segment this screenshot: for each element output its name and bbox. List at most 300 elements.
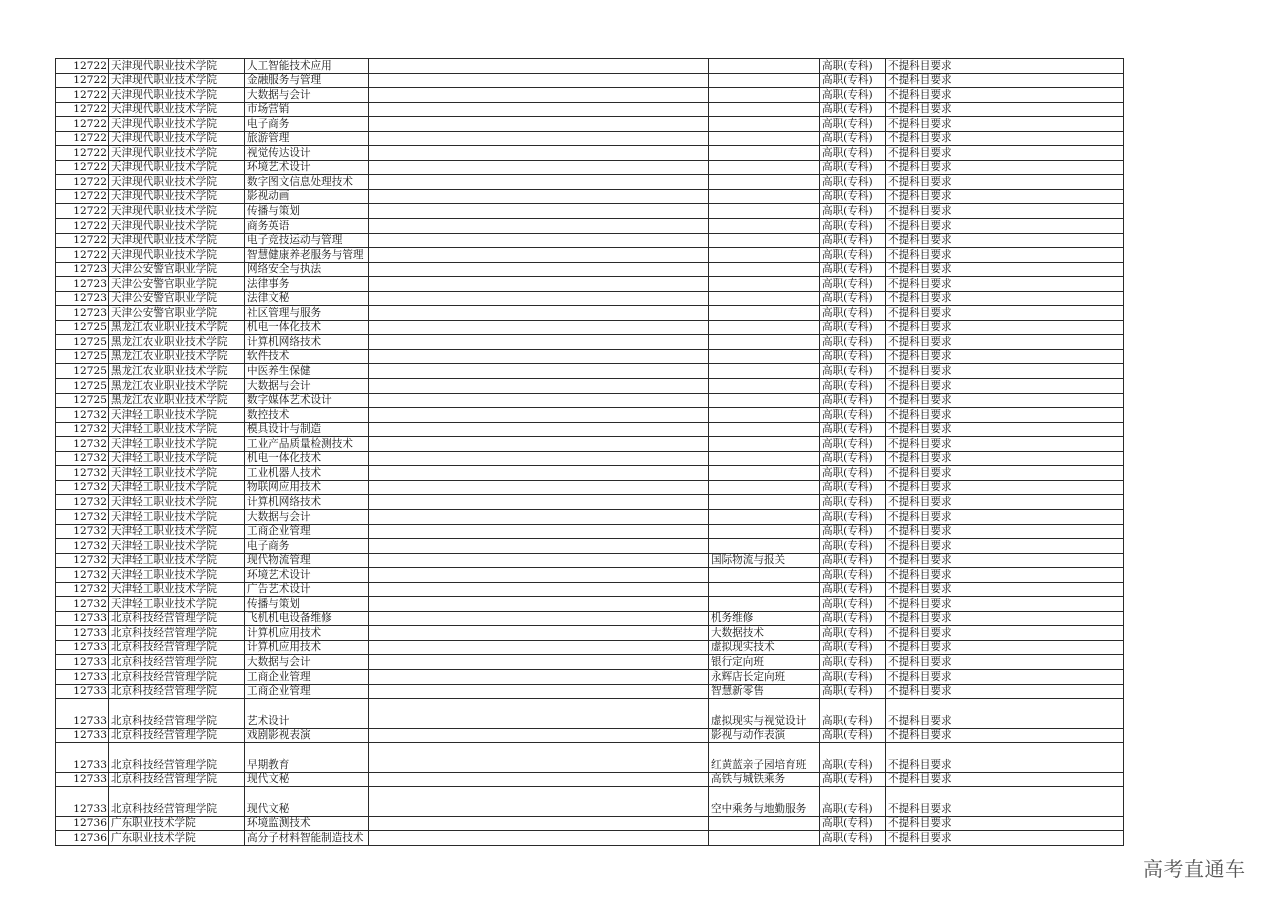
program-note-cell (709, 59, 820, 74)
table-row (56, 73, 1124, 88)
school-name-cell: 天津现代职业技术学院 (109, 117, 245, 132)
school-code-cell: 12722 (56, 219, 109, 234)
school-code-cell: 12733 (56, 655, 109, 670)
school-code-cell: 12725 (56, 320, 109, 335)
subject-requirement-cell: 不提科目要求 (886, 451, 1124, 466)
blank-cell (369, 640, 709, 655)
school-name-cell: 天津现代职业技术学院 (109, 88, 245, 103)
school-name-cell: 天津轻工职业技术学院 (109, 422, 245, 437)
table-row (56, 320, 1124, 335)
subject-requirement-cell: 不提科目要求 (886, 495, 1124, 510)
table-row (56, 437, 1124, 452)
program-note-cell (709, 204, 820, 219)
level-cell: 高职(专科) (820, 816, 886, 831)
subject-requirement-cell: 不提科目要求 (886, 73, 1124, 88)
blank-cell (369, 73, 709, 88)
school-code-cell: 12722 (56, 73, 109, 88)
table-row (56, 466, 1124, 481)
major-name-cell: 戏剧影视表演 (245, 728, 369, 743)
program-note-cell (709, 480, 820, 495)
major-name-cell: 社区管理与服务 (245, 306, 369, 321)
major-name-cell: 飞机机电设备维修 (245, 611, 369, 626)
blank-cell (369, 189, 709, 204)
school-code-cell: 12733 (56, 640, 109, 655)
school-code-cell: 12733 (56, 669, 109, 684)
school-code-cell: 12722 (56, 88, 109, 103)
major-name-cell: 中医养生保健 (245, 364, 369, 379)
blank-cell (369, 102, 709, 117)
program-note-cell (709, 131, 820, 146)
school-code-cell: 12732 (56, 597, 109, 612)
table-row (56, 655, 1124, 670)
table-row (56, 408, 1124, 423)
subject-requirement-cell: 不提科目要求 (886, 655, 1124, 670)
school-code-cell: 12723 (56, 306, 109, 321)
blank-cell (369, 831, 709, 846)
program-note-cell (709, 539, 820, 554)
school-name-cell: 黑龙江农业职业技术学院 (109, 379, 245, 394)
program-note-cell (709, 262, 820, 277)
subject-requirement-cell: 不提科目要求 (886, 787, 1124, 817)
school-name-cell: 北京科技经营管理学院 (109, 787, 245, 817)
program-note-cell (709, 219, 820, 234)
program-note-cell (709, 408, 820, 423)
school-name-cell: 天津轻工职业技术学院 (109, 495, 245, 510)
major-name-cell: 视觉传达设计 (245, 146, 369, 161)
school-name-cell: 天津轻工职业技术学院 (109, 524, 245, 539)
table-row (56, 582, 1124, 597)
school-code-cell: 12732 (56, 509, 109, 524)
school-code-cell: 12725 (56, 335, 109, 350)
school-name-cell: 天津现代职业技术学院 (109, 131, 245, 146)
school-code-cell: 12725 (56, 349, 109, 364)
blank-cell (369, 699, 709, 729)
subject-requirement-cell: 不提科目要求 (886, 306, 1124, 321)
major-name-cell: 电子商务 (245, 539, 369, 554)
blank-cell (369, 422, 709, 437)
table-row (56, 117, 1124, 132)
level-cell: 高职(专科) (820, 160, 886, 175)
level-cell: 高职(专科) (820, 277, 886, 292)
school-code-cell: 12722 (56, 160, 109, 175)
program-note-cell (709, 364, 820, 379)
school-name-cell: 天津轻工职业技术学院 (109, 451, 245, 466)
school-code-cell: 12722 (56, 204, 109, 219)
table-row (56, 175, 1124, 190)
level-cell: 高职(专科) (820, 88, 886, 103)
blank-cell (369, 117, 709, 132)
level-cell: 高职(专科) (820, 262, 886, 277)
table-row (56, 335, 1124, 350)
table-row (56, 349, 1124, 364)
school-name-cell: 天津轻工职业技术学院 (109, 480, 245, 495)
level-cell: 高职(专科) (820, 248, 886, 263)
major-name-cell: 软件技术 (245, 349, 369, 364)
level-cell: 高职(专科) (820, 539, 886, 554)
table-row (56, 451, 1124, 466)
subject-requirement-cell: 不提科目要求 (886, 291, 1124, 306)
table-row (56, 102, 1124, 117)
table-row (56, 233, 1124, 248)
subject-requirement-cell: 不提科目要求 (886, 437, 1124, 452)
school-name-cell: 天津现代职业技术学院 (109, 204, 245, 219)
level-cell: 高职(专科) (820, 611, 886, 626)
level-cell: 高职(专科) (820, 669, 886, 684)
table-row (56, 669, 1124, 684)
table-row (56, 248, 1124, 263)
major-name-cell: 市场营销 (245, 102, 369, 117)
table-row (56, 88, 1124, 103)
subject-requirement-cell: 不提科目要求 (886, 393, 1124, 408)
school-name-cell: 天津轻工职业技术学院 (109, 408, 245, 423)
major-name-cell: 工商企业管理 (245, 669, 369, 684)
level-cell: 高职(专科) (820, 626, 886, 641)
level-cell: 高职(专科) (820, 189, 886, 204)
major-name-cell: 大数据与会计 (245, 655, 369, 670)
school-name-cell: 天津公安警官职业学院 (109, 277, 245, 292)
major-name-cell: 电子竞技运动与管理 (245, 233, 369, 248)
major-name-cell: 机电一体化技术 (245, 451, 369, 466)
subject-requirement-cell: 不提科目要求 (886, 422, 1124, 437)
table-row (56, 131, 1124, 146)
table-row (56, 816, 1124, 831)
blank-cell (369, 553, 709, 568)
major-name-cell: 环境艺术设计 (245, 568, 369, 583)
school-code-cell: 12732 (56, 539, 109, 554)
major-name-cell: 大数据与会计 (245, 379, 369, 394)
blank-cell (369, 684, 709, 699)
enrollment-table (55, 58, 1124, 846)
table-body (56, 59, 1124, 846)
school-code-cell: 12733 (56, 699, 109, 729)
school-name-cell: 天津现代职业技术学院 (109, 219, 245, 234)
subject-requirement-cell: 不提科目要求 (886, 626, 1124, 641)
table-row (56, 539, 1124, 554)
school-name-cell: 北京科技经营管理学院 (109, 699, 245, 729)
level-cell: 高职(专科) (820, 291, 886, 306)
school-code-cell: 12722 (56, 59, 109, 74)
school-name-cell: 天津轻工职业技术学院 (109, 437, 245, 452)
school-name-cell: 天津现代职业技术学院 (109, 189, 245, 204)
program-note-cell: 高铁与城铁乘务 (709, 772, 820, 787)
level-cell: 高职(专科) (820, 349, 886, 364)
school-name-cell: 北京科技经营管理学院 (109, 684, 245, 699)
subject-requirement-cell: 不提科目要求 (886, 524, 1124, 539)
major-name-cell: 计算机应用技术 (245, 626, 369, 641)
school-code-cell: 12732 (56, 553, 109, 568)
table-row (56, 831, 1124, 846)
major-name-cell: 人工智能技术应用 (245, 59, 369, 74)
blank-cell (369, 611, 709, 626)
program-note-cell (709, 816, 820, 831)
school-code-cell: 12723 (56, 291, 109, 306)
school-code-cell: 12732 (56, 451, 109, 466)
school-name-cell: 广东职业技术学院 (109, 816, 245, 831)
table-row (56, 306, 1124, 321)
school-code-cell: 12732 (56, 466, 109, 481)
school-name-cell: 天津轻工职业技术学院 (109, 597, 245, 612)
subject-requirement-cell: 不提科目要求 (886, 816, 1124, 831)
subject-requirement-cell: 不提科目要求 (886, 669, 1124, 684)
school-code-cell: 12725 (56, 393, 109, 408)
school-name-cell: 天津轻工职业技术学院 (109, 582, 245, 597)
major-name-cell: 智慧健康养老服务与管理 (245, 248, 369, 263)
blank-cell (369, 262, 709, 277)
subject-requirement-cell: 不提科目要求 (886, 349, 1124, 364)
table-row (56, 262, 1124, 277)
level-cell: 高职(专科) (820, 480, 886, 495)
level-cell: 高职(专科) (820, 597, 886, 612)
program-note-cell: 银行定向班 (709, 655, 820, 670)
program-note-cell (709, 509, 820, 524)
school-name-cell: 天津轻工职业技术学院 (109, 539, 245, 554)
major-name-cell: 传播与策划 (245, 597, 369, 612)
program-note-cell: 影视与动作表演 (709, 728, 820, 743)
blank-cell (369, 379, 709, 394)
level-cell: 高职(专科) (820, 728, 886, 743)
blank-cell (369, 219, 709, 234)
blank-cell (369, 669, 709, 684)
school-name-cell: 黑龙江农业职业技术学院 (109, 320, 245, 335)
table-row (56, 59, 1124, 74)
blank-cell (369, 597, 709, 612)
blank-cell (369, 408, 709, 423)
program-note-cell (709, 73, 820, 88)
school-code-cell: 12722 (56, 131, 109, 146)
level-cell: 高职(专科) (820, 422, 886, 437)
program-note-cell: 永辉店长定向班 (709, 669, 820, 684)
table-row (56, 393, 1124, 408)
blank-cell (369, 277, 709, 292)
school-code-cell: 12736 (56, 816, 109, 831)
table-row (56, 743, 1124, 773)
subject-requirement-cell: 不提科目要求 (886, 379, 1124, 394)
major-name-cell: 数字图文信息处理技术 (245, 175, 369, 190)
blank-cell (369, 393, 709, 408)
table-row (56, 772, 1124, 787)
school-name-cell: 黑龙江农业职业技术学院 (109, 364, 245, 379)
table-row (56, 364, 1124, 379)
level-cell: 高职(专科) (820, 306, 886, 321)
level-cell: 高职(专科) (820, 684, 886, 699)
blank-cell (369, 320, 709, 335)
school-code-cell: 12732 (56, 437, 109, 452)
major-name-cell: 广告艺术设计 (245, 582, 369, 597)
major-name-cell: 商务英语 (245, 219, 369, 234)
table-row (56, 699, 1124, 729)
level-cell: 高职(专科) (820, 219, 886, 234)
school-code-cell: 12732 (56, 495, 109, 510)
school-code-cell: 12733 (56, 772, 109, 787)
program-note-cell (709, 146, 820, 161)
program-note-cell: 空中乘务与地勤服务 (709, 787, 820, 817)
blank-cell (369, 816, 709, 831)
program-note-cell (709, 335, 820, 350)
school-name-cell: 黑龙江农业职业技术学院 (109, 335, 245, 350)
major-name-cell: 环境艺术设计 (245, 160, 369, 175)
subject-requirement-cell: 不提科目要求 (886, 131, 1124, 146)
blank-cell (369, 437, 709, 452)
blank-cell (369, 728, 709, 743)
level-cell: 高职(专科) (820, 655, 886, 670)
program-note-cell (709, 831, 820, 846)
level-cell: 高职(专科) (820, 509, 886, 524)
subject-requirement-cell: 不提科目要求 (886, 831, 1124, 846)
level-cell: 高职(专科) (820, 408, 886, 423)
major-name-cell: 模具设计与制造 (245, 422, 369, 437)
major-name-cell: 旅游管理 (245, 131, 369, 146)
school-code-cell: 12732 (56, 422, 109, 437)
program-note-cell (709, 495, 820, 510)
blank-cell (369, 480, 709, 495)
level-cell: 高职(专科) (820, 335, 886, 350)
major-name-cell: 现代物流管理 (245, 553, 369, 568)
major-name-cell: 电子商务 (245, 117, 369, 132)
major-name-cell: 物联网应用技术 (245, 480, 369, 495)
school-name-cell: 北京科技经营管理学院 (109, 669, 245, 684)
major-name-cell: 网络安全与执法 (245, 262, 369, 277)
subject-requirement-cell: 不提科目要求 (886, 335, 1124, 350)
major-name-cell: 法律事务 (245, 277, 369, 292)
blank-cell (369, 582, 709, 597)
school-code-cell: 12725 (56, 364, 109, 379)
blank-cell (369, 335, 709, 350)
level-cell: 高职(专科) (820, 320, 886, 335)
program-note-cell (709, 349, 820, 364)
program-note-cell: 国际物流与报关 (709, 553, 820, 568)
program-note-cell (709, 582, 820, 597)
program-note-cell (709, 117, 820, 132)
program-note-cell: 大数据技术 (709, 626, 820, 641)
school-name-cell: 天津公安警官职业学院 (109, 306, 245, 321)
table-row (56, 787, 1124, 817)
subject-requirement-cell: 不提科目要求 (886, 728, 1124, 743)
school-code-cell: 12732 (56, 524, 109, 539)
table-row (56, 509, 1124, 524)
school-code-cell: 12732 (56, 480, 109, 495)
school-code-cell: 12722 (56, 117, 109, 132)
blank-cell (369, 772, 709, 787)
table-row (56, 146, 1124, 161)
table-row (56, 379, 1124, 394)
watermark: 高考直通车 (1143, 857, 1246, 881)
school-name-cell: 北京科技经营管理学院 (109, 728, 245, 743)
school-code-cell: 12725 (56, 379, 109, 394)
blank-cell (369, 160, 709, 175)
blank-cell (369, 291, 709, 306)
level-cell: 高职(专科) (820, 466, 886, 481)
subject-requirement-cell: 不提科目要求 (886, 320, 1124, 335)
program-note-cell (709, 175, 820, 190)
school-name-cell: 北京科技经营管理学院 (109, 626, 245, 641)
school-code-cell: 12736 (56, 831, 109, 846)
program-note-cell (709, 422, 820, 437)
table-row (56, 684, 1124, 699)
subject-requirement-cell: 不提科目要求 (886, 219, 1124, 234)
school-code-cell: 12733 (56, 611, 109, 626)
table-row (56, 291, 1124, 306)
blank-cell (369, 204, 709, 219)
blank-cell (369, 349, 709, 364)
level-cell: 高职(专科) (820, 146, 886, 161)
major-name-cell: 计算机网络技术 (245, 335, 369, 350)
subject-requirement-cell: 不提科目要求 (886, 59, 1124, 74)
subject-requirement-cell: 不提科目要求 (886, 582, 1124, 597)
school-code-cell: 12733 (56, 626, 109, 641)
program-note-cell (709, 248, 820, 263)
level-cell: 高职(专科) (820, 117, 886, 132)
level-cell: 高职(专科) (820, 73, 886, 88)
table-row (56, 568, 1124, 583)
school-code-cell: 12733 (56, 728, 109, 743)
table-row (56, 495, 1124, 510)
blank-cell (369, 524, 709, 539)
table-row (56, 553, 1124, 568)
blank-cell (369, 509, 709, 524)
school-code-cell: 12722 (56, 233, 109, 248)
program-note-cell (709, 524, 820, 539)
table-row (56, 189, 1124, 204)
major-name-cell: 现代文秘 (245, 787, 369, 817)
level-cell: 高职(专科) (820, 451, 886, 466)
subject-requirement-cell: 不提科目要求 (886, 684, 1124, 699)
school-code-cell: 12722 (56, 146, 109, 161)
program-note-cell (709, 466, 820, 481)
major-name-cell: 大数据与会计 (245, 509, 369, 524)
school-code-cell: 12722 (56, 175, 109, 190)
major-name-cell: 现代文秘 (245, 772, 369, 787)
level-cell: 高职(专科) (820, 787, 886, 817)
major-name-cell: 高分子材料智能制造技术 (245, 831, 369, 846)
blank-cell (369, 233, 709, 248)
table-row (56, 626, 1124, 641)
level-cell: 高职(专科) (820, 204, 886, 219)
program-note-cell: 虚拟现实与视觉设计 (709, 699, 820, 729)
school-code-cell: 12723 (56, 277, 109, 292)
school-code-cell: 12722 (56, 248, 109, 263)
level-cell: 高职(专科) (820, 553, 886, 568)
major-name-cell: 工商企业管理 (245, 684, 369, 699)
program-note-cell (709, 291, 820, 306)
school-name-cell: 天津轻工职业技术学院 (109, 509, 245, 524)
subject-requirement-cell: 不提科目要求 (886, 466, 1124, 481)
blank-cell (369, 539, 709, 554)
blank-cell (369, 743, 709, 773)
school-name-cell: 天津现代职业技术学院 (109, 146, 245, 161)
subject-requirement-cell: 不提科目要求 (886, 233, 1124, 248)
program-note-cell: 红黄蓝亲子园培育班 (709, 743, 820, 773)
blank-cell (369, 131, 709, 146)
program-note-cell (709, 597, 820, 612)
level-cell: 高职(专科) (820, 524, 886, 539)
subject-requirement-cell: 不提科目要求 (886, 146, 1124, 161)
subject-requirement-cell: 不提科目要求 (886, 699, 1124, 729)
school-name-cell: 广东职业技术学院 (109, 831, 245, 846)
table-row (56, 277, 1124, 292)
blank-cell (369, 364, 709, 379)
program-note-cell (709, 379, 820, 394)
major-name-cell: 艺术设计 (245, 699, 369, 729)
subject-requirement-cell: 不提科目要求 (886, 480, 1124, 495)
program-note-cell: 虚拟现实技术 (709, 640, 820, 655)
level-cell: 高职(专科) (820, 495, 886, 510)
school-code-cell: 12723 (56, 262, 109, 277)
school-name-cell: 北京科技经营管理学院 (109, 640, 245, 655)
blank-cell (369, 146, 709, 161)
subject-requirement-cell: 不提科目要求 (886, 408, 1124, 423)
subject-requirement-cell: 不提科目要求 (886, 364, 1124, 379)
major-name-cell: 传播与策划 (245, 204, 369, 219)
